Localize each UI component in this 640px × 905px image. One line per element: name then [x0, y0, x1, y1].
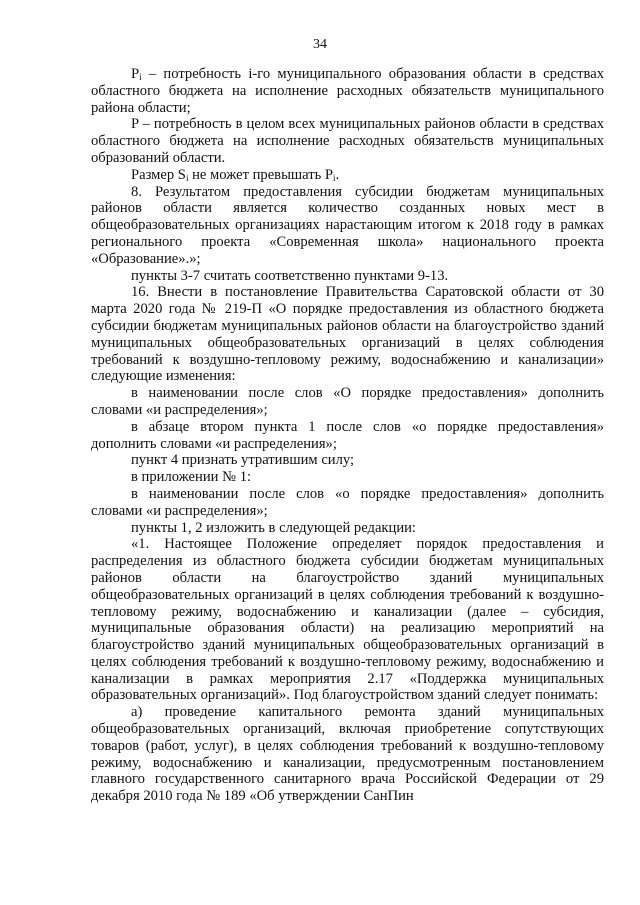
document-body	[91, 66, 604, 805]
paragraph: а) проведение капитального ремонта зданий муниципальных общеобразовательных организаций, включая приобретение сопутствующих товаров (работ, услуг), в целях соблюдения требований к воздушно-тепловому режиму, водоснабжению и канализации, предусмотренным постановлением главного государственного санитарного врача Российской Федерации от 29 декабря 2010 года № 189 «Об утверждении СанПин	[91, 704, 604, 805]
page-number: 34	[313, 37, 327, 52]
paragraph: Размер $S_i$ не может превышать $P_i$.	[131, 166, 340, 183]
paragraph: P – потребность в целом всех муниципальных районов области в средствах областного бюджета на исполнение расходных обязательств муниципальных образований области.	[91, 116, 604, 166]
paragraph: пункты 1, 2 изложить в следующей редакции:	[131, 519, 416, 536]
paragraph: пункты 3-7 считать соответственно пунктами 9-13.	[131, 267, 449, 284]
paragraph: в наименовании после слов «О порядке предоставления» дополнить словами «и распределения»;	[91, 385, 604, 418]
paragraph: $P_i$ – потребность i-го муниципального образования области в средствах областного бюджета на исполнение расходных обязательств муниципального района области;	[91, 66, 604, 116]
paragraph: «1. Настоящее Положение определяет порядок предоставления и распределения из областного бюджета субсидии бюджетам муниципальных районов области на благоустройство зданий муниципальных общеобразовательных организаций в целях соблюдения требований к воздушно-тепловому режиму, водоснабжению и канализации (далее – субсидия, муниципальные образования области) на реализацию мероприятий на благоустройство зданий муниципальных общеобразовательных организаций в целях соблюдения требований к воздушно-тепловому режиму, водоснабжению и канализации в рамках мероприятия 2.17 «Поддержка муниципальных образовательных организаций». Под благоустройством зданий следует понимать:	[91, 536, 604, 704]
paragraph: 16. Внести в постановление Правительства Саратовской области от 30 марта 2020 года № 219-П «О порядке предоставления из областного бюджета субсидии бюджетам муниципальных районов области на благоустройство зданий муниципальных общеобразовательных организаций в целях соблюдения требований к воздушно-тепловому режиму, водоснабжению и канализации» следующие изменения:	[91, 284, 604, 385]
paragraph: в приложении № 1:	[131, 469, 252, 486]
paragraph: в наименовании после слов «о порядке предоставления» дополнить словами «и распределения»;	[91, 485, 604, 519]
paragraph: в абзаце втором пункта 1 после слов «о порядке предоставления» дополнить словами «и распределения»;	[91, 418, 604, 452]
paragraph: пункт 4 признать утратившим силу;	[131, 452, 355, 469]
paragraph: 8. Результатом предоставления субсидии бюджетам муниципальных районов области является количество созданных новых мест в общеобразовательных организациях нарастающим итогом к 2018 году в рамках регионального проекта «Современная школа» национального проекта «Образование».»;	[91, 183, 604, 267]
